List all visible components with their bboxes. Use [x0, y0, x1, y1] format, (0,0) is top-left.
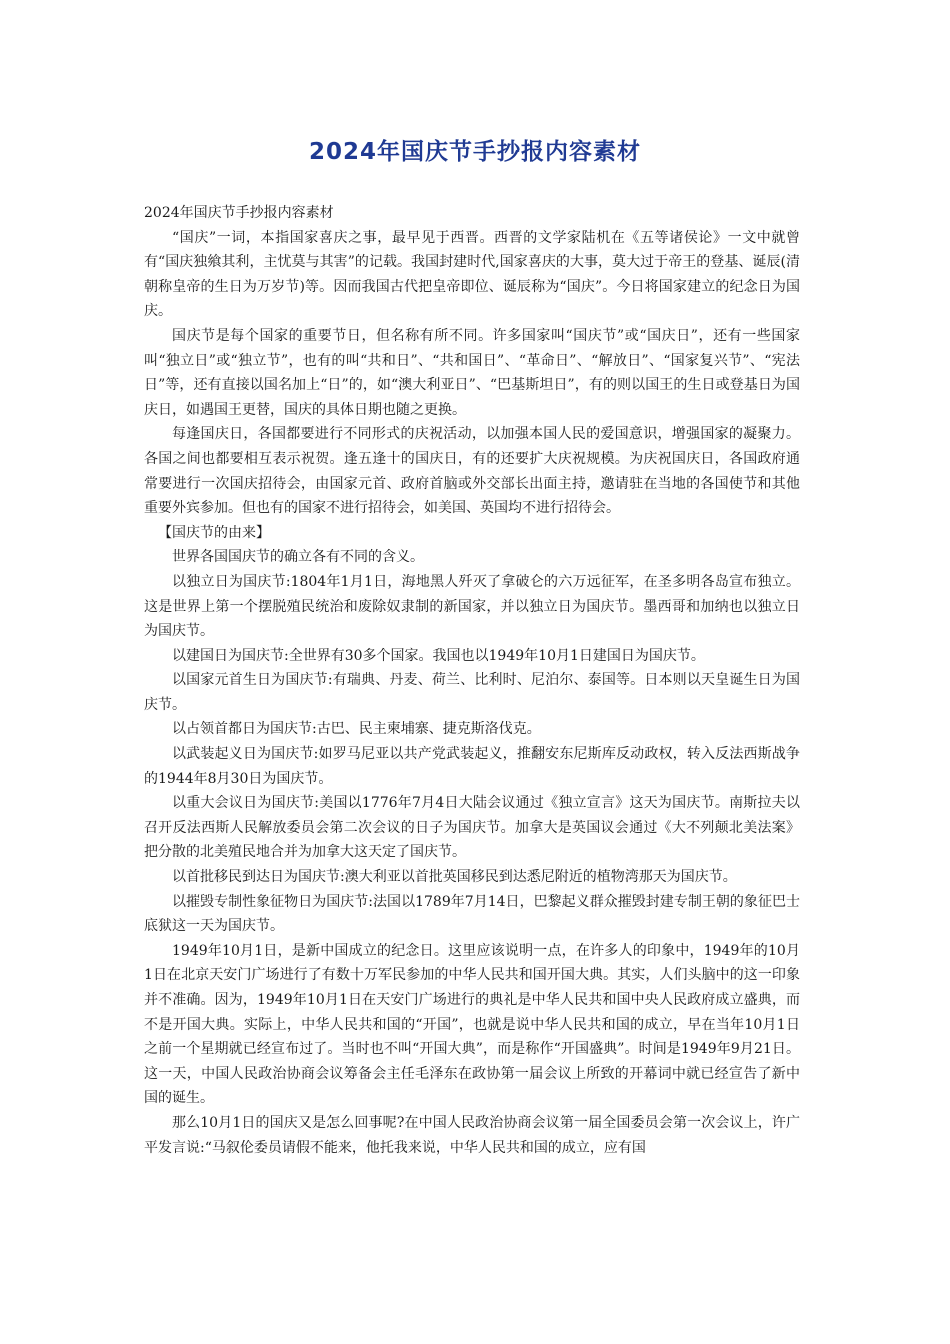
paragraph: 以首批移民到达日为国庆节:澳大利亚以首批英国移民到达悉尼附近的植物湾那天为国庆节。: [172, 869, 737, 886]
paragraph: “国庆”一词，本指国家喜庆之事，最早见于西晋。西晋的文学家陆机在《五等诸侯论》一文中就曾有“国庆独飨其利，主忧莫与其害”的记载。我国封建时代,国家喜庆的大事，莫大过于帝王的登基、诞辰(清朝称皇帝的生日为万岁节)等。因而我国古代把皇帝即位、诞辰称为“国庆”。今日将国家建立的纪念日为国庆。: [144, 229, 800, 320]
paragraph: 国庆节是每个国家的重要节日，但名称有所不同。许多国家叫“国庆节”或“国庆日”，还有一些国家叫“独立日”或“独立节”，也有的叫“共和日”、“共和国日”、“革命日”、“解放日”、“国家复兴节”、“宪法日”等，还有直接以国名加上“日”的，如“澳大利亚日”、“巴基斯坦日”，有的则以国王的生日或登基日为国庆日，如遇国王更替，国庆的具体日期也随之更换。: [144, 327, 800, 418]
paragraph: 1949年10月1日，是新中国成立的纪念日。这里应该说明一点，在许多人的印象中，1949年的10月1日在北京天安门广场进行了有数十万军民参加的中华人民共和国开国大典。其实，人们头脑中的这一印象并不准确。因为，1949年10月1日在天安门广场进行的典礼是中华人民共和国中央人民政府成立盛典，而不是开国大典。实际上，中华人民共和国的“开国”，也就是说中华人民共和国的成立，早在当年10月1日之前一个星期就已经宣布过了。当时也不叫“开国大典”，而是称作“开国盛典”。时间是1949年9月21日。这一天，中国人民政治协商会议筹备会主任毛泽东在政协第一届会议上所致的开幕词中就已经宣告了新中国的诞生。: [144, 942, 800, 1107]
section-heading: 【国庆节的由来】: [158, 524, 270, 541]
paragraph: 那么10月1日的国庆又是怎么回事呢?在中国人民政治协商会议第一届全国委员会第一次会议上，许广平发言说:“马叙伦委员请假不能来，他托我来说，中华人民共和国的成立，应有国: [144, 1114, 800, 1156]
document-body: [144, 201, 800, 1160]
paragraph: 以占领首都日为国庆节:古巴、民主柬埔寨、捷克斯洛伐克。: [172, 721, 541, 738]
paragraph: 世界各国国庆节的确立各有不同的含义。: [172, 549, 424, 566]
document-title: 2024年国庆节手抄报内容素材: [308, 139, 641, 165]
paragraph: 每逢国庆日，各国都要进行不同形式的庆祝活动，以加强本国人民的爱国意识，增强国家的凝聚力。各国之间也都要相互表示祝贺。逢五逢十的国庆日，有的还要扩大庆祝规模。为庆祝国庆日，各国政府通常要进行一次国庆招待会，由国家元首、政府首脑或外交部长出面主持，邀请驻在当地的各国使节和其他重要外宾参加。但也有的国家不进行招待会，如美国、英国均不进行招待会。: [144, 426, 800, 517]
paragraph: 以摧毁专制性象征物日为国庆节:法国以1789年7月14日，巴黎起义群众摧毁封建专制王朝的象征巴士底狱这一天为国庆节。: [144, 893, 800, 935]
paragraph: 以重大会议日为国庆节:美国以1776年7月4日大陆会议通过《独立宣言》这天为国庆节。南斯拉夫以召开反法西斯人民解放委员会第二次会议的日子为国庆节。加拿大是英国议会通过《大不列颠北美法案》把分散的北美殖民地合并为加拿大这天定了国庆节。: [144, 795, 800, 861]
paragraph: 以武装起义日为国庆节:如罗马尼亚以共产党武装起义，推翻安东尼斯库反动政权，转入反法西斯战争的1944年8月30日为国庆节。: [144, 746, 800, 787]
paragraph: 以独立日为国庆节:1804年1月1日，海地黑人歼灭了拿破仑的六万远征军，在圣多明各岛宣布独立。这是世界上第一个摆脱殖民统治和废除奴隶制的新国家，并以独立日为国庆节。墨西哥和加纳也以独立日为国庆节。: [144, 573, 800, 640]
paragraph: 2024年国庆节手抄报内容素材: [144, 205, 334, 221]
paragraph: 以建国日为国庆节:全世界有30多个国家。我国也以1949年10月1日建国日为国庆节。: [172, 647, 705, 664]
paragraph: 以国家元首生日为国庆节:有瑞典、丹麦、荷兰、比利时、尼泊尔、泰国等。日本则以天皇诞生日为国庆节。: [144, 672, 800, 713]
